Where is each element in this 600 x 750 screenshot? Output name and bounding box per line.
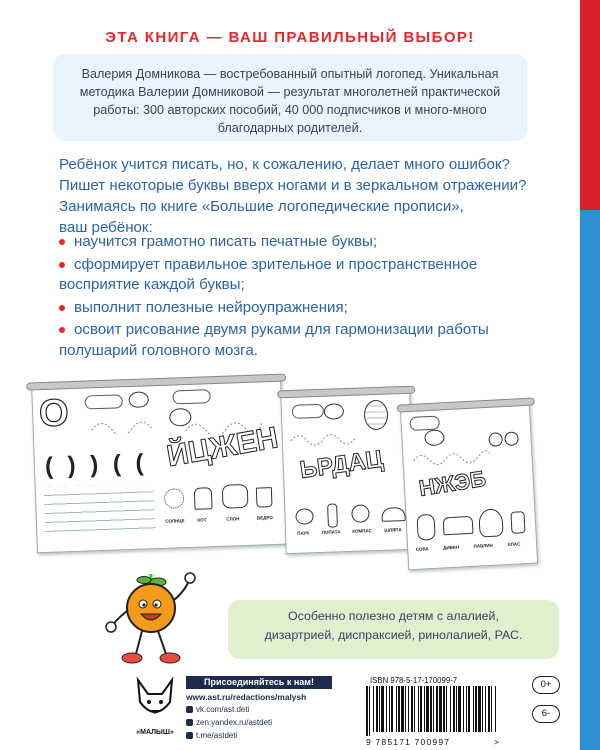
list-item-text: научится грамотно писать печатные буквы; (74, 233, 378, 250)
social-telegram[interactable] (186, 731, 237, 740)
spine-blue (580, 210, 600, 750)
orange-mascot-icon (96, 570, 206, 670)
list-item-continuation (59, 275, 559, 296)
list-item-text: сформирует правильное зрительное и пространственное (74, 255, 478, 273)
page-roll (277, 386, 415, 399)
list-item (59, 320, 559, 341)
spine-stripe (580, 0, 600, 750)
social-vk[interactable] (186, 705, 249, 714)
intro-line: Валерия Домникова — востребованный опытный логопед. Уникальная (81, 67, 499, 81)
website-link[interactable]: www.ast.ru/redactions/malysh (186, 692, 307, 702)
speech-bubble (409, 415, 440, 431)
word-label: ЛОПАТА (321, 529, 341, 535)
cat-icon (194, 487, 213, 510)
social-zen[interactable] (186, 718, 272, 727)
sun-icon (164, 488, 185, 509)
picture-row (414, 507, 531, 543)
word-label: СОЛНЦЕ (165, 518, 185, 524)
isbn-text: ISBN 978-5-17-170099-7 (370, 676, 458, 685)
picture-row (162, 483, 281, 517)
lead-line: Ребёнок учится писать, но, к сожалению, делает много ошибок? (59, 156, 510, 173)
vase-icon (510, 511, 525, 534)
lead-line: Пишет некоторые буквы вверх ногами и в зеркальном отражении? (59, 177, 527, 194)
writing-lines (44, 483, 156, 537)
social-link-text: vk.com/ast.deti (196, 705, 250, 714)
bucket-icon (256, 487, 273, 508)
dashed-path (411, 447, 492, 467)
word-label: ШЛЯПА (384, 527, 402, 533)
list-item (59, 255, 559, 276)
cherry-icon (488, 421, 519, 447)
frog-icon (424, 429, 445, 446)
word-label: ПАУК (297, 530, 310, 536)
bee-icon (364, 400, 389, 431)
speech-bubble (85, 394, 123, 409)
list-item-text: освоит рисование двумя руками для гармонизации работы (74, 321, 489, 338)
hat-icon (381, 507, 405, 522)
word-label: КОМПАС (352, 528, 372, 534)
dashed-path (289, 429, 360, 447)
frog-icon (128, 391, 149, 408)
intro-line: благодарных родителей. (217, 121, 363, 135)
list-item-text: выполнит полезные нейроупражнения; (74, 298, 348, 316)
bullet-dot (59, 327, 65, 333)
big-letters: НЖЭБ (417, 465, 488, 501)
compass-icon (351, 504, 370, 523)
picture-row (293, 501, 410, 529)
list-item-text: полушарий головного мозга. (59, 341, 258, 359)
publisher-name: «МАЛЫШ» (136, 729, 174, 736)
intro-box (53, 54, 527, 141)
fox-logo-icon (132, 676, 178, 724)
page-roll (26, 374, 286, 391)
owl-icon (416, 514, 435, 541)
benefits-list (59, 232, 559, 361)
vk-icon (186, 706, 193, 713)
word-label: СОВА (415, 546, 429, 552)
word-label: КЛАС (507, 541, 521, 548)
list-item (59, 298, 559, 319)
telegram-icon (186, 732, 193, 739)
note-line: Особенно полезно детям с алалией, (288, 609, 499, 623)
word-label: ДИВАН (443, 544, 460, 551)
note-line: дизартрией, диспраксией, ринолалией, РАС. (264, 628, 523, 642)
age-rating-6: 6- (532, 705, 560, 723)
word-label: КОТ (197, 517, 207, 523)
dashed-path (89, 413, 160, 435)
bullet-dot (59, 262, 65, 268)
bullet-dot (59, 305, 65, 311)
list-item (59, 232, 559, 253)
bullet-dot (59, 239, 65, 245)
peacock-icon (478, 508, 503, 537)
barcode (362, 686, 502, 736)
workbook-page-1 (31, 378, 287, 554)
list-item-continuation (59, 341, 559, 362)
word-label: СЛОН (226, 516, 240, 522)
big-letters: ЙЦЖЕН (164, 421, 281, 474)
green-note-box (228, 600, 559, 659)
list-item-text: восприятие каждой буквы; (59, 276, 245, 293)
trace-glyphs: ( ) ) ( ( (44, 449, 149, 480)
elephant-icon (222, 484, 249, 509)
barcode-arrow: > (494, 737, 499, 747)
headline: ЭТА КНИГА — ВАШ ПРАВИЛЬНЫЙ ВЫБОР! (105, 29, 475, 46)
publisher-logo (132, 676, 178, 738)
workbook-page-3 (400, 402, 538, 571)
social-link-text: zen.yandex.ru/astdeti (196, 718, 273, 727)
social-link-text: t.me/astdeti (196, 731, 238, 740)
spider-icon (295, 508, 314, 525)
word-label: ПАВЛИН (473, 542, 493, 549)
frog-icon (324, 403, 345, 420)
big-letters: ЬРДАЦ (298, 445, 385, 484)
word-label: ВЕДРО (256, 515, 273, 521)
big-letter: О (38, 392, 70, 436)
shovel-icon (327, 503, 338, 527)
lead-line: ваш ребёнок: (59, 219, 153, 236)
page-roll (397, 397, 535, 412)
intro-line: работы: 300 авторских пособий, 40 000 подписчиков и много-много (93, 103, 487, 117)
speech-bubble (172, 389, 210, 404)
speech-bubble (292, 404, 324, 419)
sofa-icon (443, 516, 474, 536)
join-banner: Присоединяйтесь к нам! (186, 676, 332, 689)
barcode-digits: 9 785171 700997 (366, 737, 451, 747)
lead-text (59, 154, 569, 238)
workbook-page-2 (280, 390, 416, 554)
age-rating-0: 0+ (532, 676, 560, 694)
lead-line: Занимаясь по книге «Большие логопедические прописи», (59, 198, 464, 215)
zen-icon (186, 719, 193, 726)
intro-line: методика Валерии Домниковой — результат многолетней практической (79, 85, 501, 99)
